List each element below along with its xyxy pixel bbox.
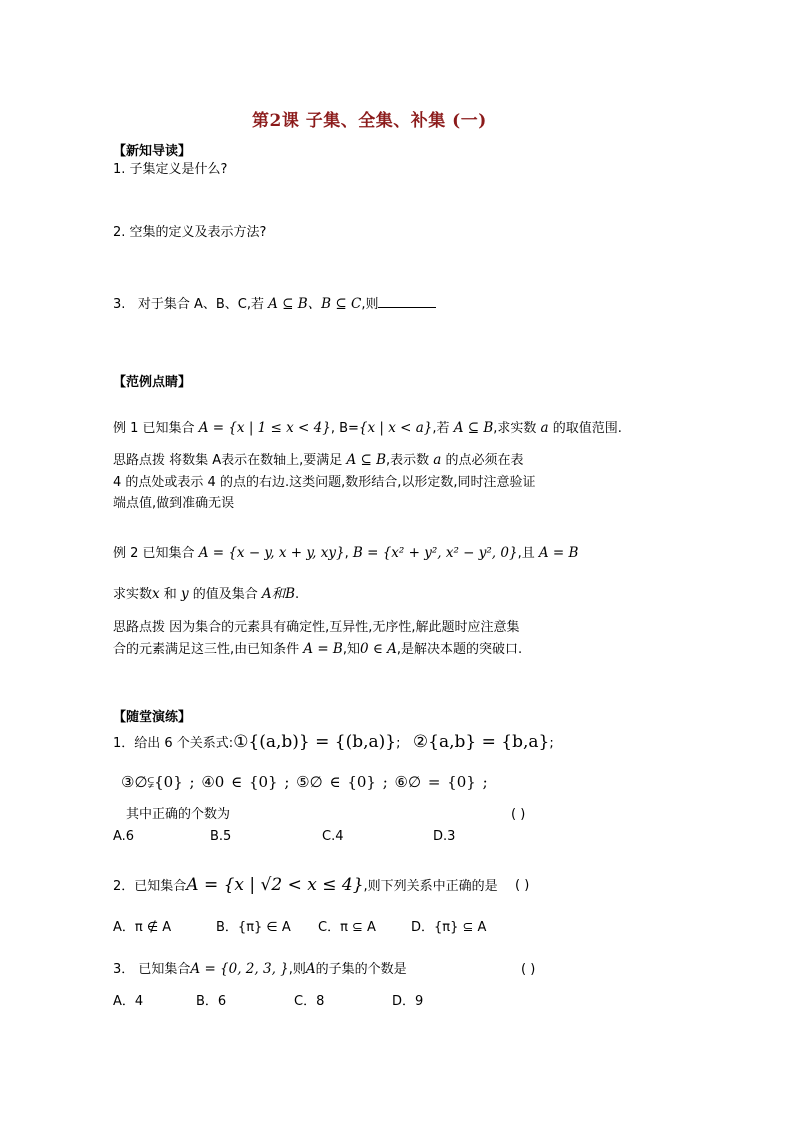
- hint-2-math-2: 0 ∈ A: [360, 641, 397, 657]
- page-title: 第2课 子集、全集、补集 (一): [252, 111, 487, 131]
- practice-2-option-a: A．π ∉ A: [113, 920, 172, 935]
- example-2-question-pre: 求实数: [113, 587, 153, 602]
- example-2-label: 例 2 已知集合: [113, 546, 195, 561]
- practice-1-sep-2: ;: [549, 736, 554, 751]
- practice-1-option-d: D.3: [433, 829, 456, 844]
- hint-1-math: A ⊆ B: [346, 452, 387, 468]
- hint-1-a: 思路点拨 将数集 A表示在数轴上,要满足: [113, 453, 343, 468]
- question-3: [113, 292, 436, 317]
- practice-1-paren: ( ): [511, 807, 526, 822]
- question-1: 1. 子集定义是什么?: [113, 162, 228, 177]
- practice-1-relations-row-2: ③∅⫋{0} ; ④0 ∈ {0} ; ⑤∅ ∈ {0} ; ⑥∅ = {0} ;: [121, 773, 488, 791]
- example-2-question-mid: 的值及集合: [192, 587, 258, 602]
- example-2-comma: ,: [344, 546, 349, 561]
- practice-2-option-d: D．{π} ⊆ A: [411, 920, 487, 935]
- section-heading-new: 【新知导读】: [113, 144, 192, 159]
- practice-2-option-b: B．{π} ∈ A: [216, 920, 291, 935]
- hint-2-line-1: 思路点拨 因为集合的元素具有确定性,互异性,无序性,解此题时应注意集: [113, 620, 520, 635]
- practice-3-mid: ,则: [288, 962, 306, 977]
- example-2-question-x: x: [152, 586, 160, 602]
- practice-1-relation-1: ①{(a,b)} = {(b,a)}: [233, 732, 397, 752]
- hint-1-c: 的点必须在表: [445, 453, 524, 468]
- example-1-if: ,若: [432, 421, 450, 436]
- practice-2-pre: 2．已知集合: [113, 879, 187, 894]
- example-2-question-and: 和: [163, 587, 177, 602]
- question-3-number: 3.: [113, 297, 126, 312]
- practice-2-post: ,则下列关系中正确的是: [363, 879, 498, 894]
- hint-2-line-2: [113, 637, 522, 662]
- example-1-set-a: A = {x | 1 ≤ x < 4}: [198, 420, 331, 436]
- practice-1-sep-1: ;: [396, 736, 405, 751]
- practice-1-relation-2: ②{a,b} = {b,a}: [412, 732, 550, 752]
- practice-1: [113, 730, 554, 756]
- practice-2-paren: ( ): [515, 878, 530, 893]
- practice-3-pre: 3． 已知集合: [113, 962, 191, 977]
- hint-2-b: ,知: [342, 642, 360, 657]
- example-2-question-sets: A和B: [261, 586, 296, 602]
- hint-1-line-3: 端点值,做到准确无误: [113, 496, 235, 511]
- section-heading-examples: 【范例点睛】: [113, 375, 192, 390]
- question-3-text: 对于集合 A、B、C,若: [137, 297, 264, 312]
- example-2-question-y: y: [180, 586, 189, 602]
- practice-3-var: A: [305, 961, 316, 977]
- practice-3-option-a: A．4: [113, 994, 144, 1009]
- practice-3-option-b: B．6: [196, 994, 227, 1009]
- question-3-then: ,则: [361, 297, 379, 312]
- practice-2-option-c: C．π ⊆ A: [318, 920, 376, 935]
- section-heading-practice: 【随堂演练】: [113, 710, 192, 725]
- practice-1-ask: 其中正确的个数为: [126, 807, 231, 822]
- practice-3-post: 的子集的个数是: [315, 962, 407, 977]
- example-2: [113, 541, 578, 566]
- example-1-mid: , B=: [330, 421, 359, 436]
- practice-1-option-b: B.5: [210, 829, 232, 844]
- question-2: 2. 空集的定义及表示方法?: [113, 225, 267, 240]
- example-1: [113, 416, 622, 441]
- example-2-equal: A = B: [538, 545, 579, 561]
- example-2-set-a: A = {x − y, x + y, xy}: [198, 545, 345, 561]
- question-3-math: A ⊆ B、B ⊆ C: [268, 296, 362, 312]
- answer-blank: [378, 295, 436, 308]
- example-2-and: ,且: [517, 546, 535, 561]
- example-1-ask: ,求实数: [493, 421, 537, 436]
- practice-1-pre: 1．给出 6 个关系式:: [113, 736, 234, 751]
- practice-3-option-c: C．8: [294, 994, 325, 1009]
- practice-2: [113, 873, 498, 899]
- practice-2-set: A = {x | √2 < x ≤ 4}: [186, 875, 364, 895]
- example-1-end: 的取值范围.: [552, 421, 622, 436]
- practice-1-option-a: A.6: [113, 829, 135, 844]
- practice-1-option-c: C.4: [322, 829, 344, 844]
- hint-2-c: ,是解决本题的突破口.: [396, 642, 523, 657]
- practice-3-paren: ( ): [521, 962, 536, 977]
- hint-1-var: a: [433, 452, 442, 468]
- hint-2-a: 合的元素满足这三性,由已知条件: [113, 642, 300, 657]
- example-2-set-b: B = {x² + y², x² − y², 0}: [352, 545, 518, 561]
- hint-1-line-2: 4 的点处或表示 4 的点的右边.这类问题,数形结合,以形定数,同时注意验证: [113, 475, 536, 490]
- example-1-set-b: {x | x < a}: [358, 420, 433, 436]
- example-2-question: [113, 582, 299, 607]
- hint-2-math-1: A = B: [303, 641, 343, 657]
- example-1-subset: A ⊆ B: [453, 420, 494, 436]
- practice-3-option-d: D．9: [392, 994, 424, 1009]
- example-2-question-end: .: [295, 587, 300, 602]
- practice-3-set: A = {0, 2, 3, }: [190, 961, 289, 977]
- example-1-label: 例 1 已知集合: [113, 421, 195, 436]
- example-1-var: a: [540, 420, 549, 436]
- hint-1-b: ,表示数: [386, 453, 430, 468]
- practice-3: [113, 957, 407, 982]
